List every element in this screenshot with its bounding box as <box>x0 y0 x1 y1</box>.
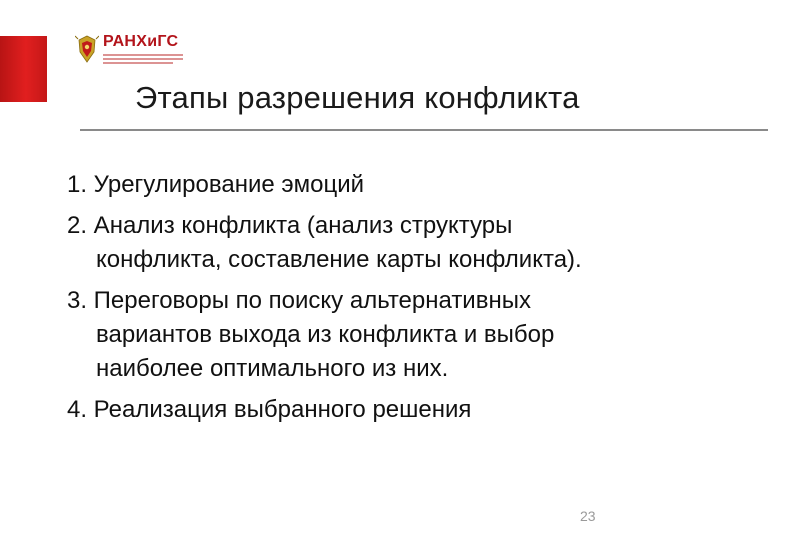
list-item <box>67 284 747 386</box>
logo-subtitle-lines <box>103 52 183 64</box>
title-divider <box>80 129 768 131</box>
page-number: 23 <box>580 508 596 524</box>
list-item-line: 4. Реализация выбранного решения <box>67 396 472 423</box>
red-accent-bar <box>0 36 47 102</box>
eagle-emblem-icon <box>75 34 99 64</box>
ranepa-logo <box>75 34 183 64</box>
list-item-line: 2. Анализ конфликта (анализ структуры <box>67 212 513 239</box>
list-item-line: наиболее оптимального из них. <box>96 355 449 382</box>
logo-name: РАНХиГС <box>103 33 179 50</box>
list-item-line: конфликта, составление карты конфликта). <box>96 246 582 273</box>
list-item <box>67 393 747 427</box>
stages-list <box>67 168 747 434</box>
list-item-line: 3. Переговоры по поиску альтернативных <box>67 287 531 314</box>
list-item-line: 1. Урегулирование эмоций <box>67 171 365 198</box>
list-item <box>67 209 747 277</box>
list-item <box>67 168 747 202</box>
list-item-line: вариантов выхода из конфликта и выбор <box>96 321 555 348</box>
slide-title: Этапы разрешения конфликта <box>135 80 580 115</box>
